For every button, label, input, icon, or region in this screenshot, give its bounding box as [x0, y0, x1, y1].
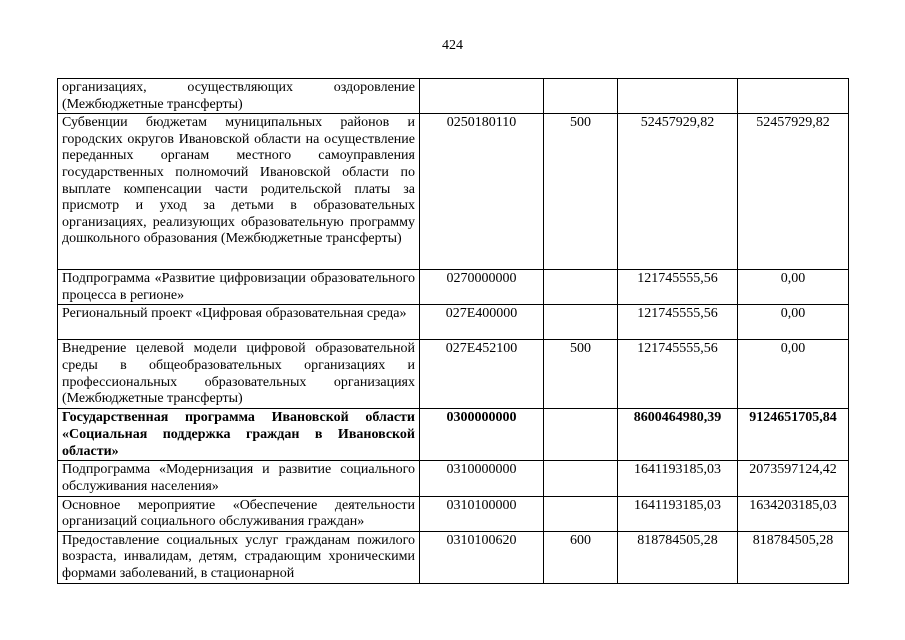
amount-year2-cell: 52457929,82	[738, 114, 849, 270]
expense-type-cell	[544, 496, 618, 531]
expense-name-cell: Региональный проект «Цифровая образовательная среда»	[58, 305, 420, 340]
table-row	[58, 114, 849, 270]
table-row	[58, 79, 849, 114]
target-code-cell: 0300000000	[420, 409, 544, 461]
target-code-cell: 027E452100	[420, 340, 544, 409]
amount-year1-cell: 121745555,56	[618, 340, 738, 409]
target-code-cell: 0270000000	[420, 270, 544, 305]
table-row	[58, 461, 849, 496]
expense-name-cell: Внедрение целевой модели цифровой образовательной среды в общеобразовательных организациях и профессиональных образовательных организациях (Межбюджетные трансферты)	[58, 340, 420, 409]
budget-table-body	[58, 79, 849, 584]
table-row	[58, 531, 849, 583]
amount-year2-cell: 0,00	[738, 305, 849, 340]
target-code-cell: 0310000000	[420, 461, 544, 496]
table-row	[58, 340, 849, 409]
expense-type-cell: 500	[544, 114, 618, 270]
amount-year1-cell: 818784505,28	[618, 531, 738, 583]
amount-year1-cell: 121745555,56	[618, 270, 738, 305]
expense-name-cell: Государственная программа Ивановской области «Социальная поддержка граждан в Ивановской области»	[58, 409, 420, 461]
target-code-cell: 0310100620	[420, 531, 544, 583]
expense-type-cell: 600	[544, 531, 618, 583]
budget-table	[57, 78, 849, 584]
amount-year1-cell: 8600464980,39	[618, 409, 738, 461]
amount-year1-cell: 1641193185,03	[618, 461, 738, 496]
expense-type-cell	[544, 270, 618, 305]
target-code-cell: 0250180110	[420, 114, 544, 270]
expense-name-cell: Основное мероприятие «Обеспечение деятельности организаций социального обслуживания граждан»	[58, 496, 420, 531]
amount-year2-cell: 1634203185,03	[738, 496, 849, 531]
expense-name-cell: Подпрограмма «Модернизация и развитие социального обслуживания населения»	[58, 461, 420, 496]
expense-type-cell	[544, 79, 618, 114]
table-row	[58, 496, 849, 531]
expense-name-cell: Субвенции бюджетам муниципальных районов и городских округов Ивановской области на осуществление переданных органам местного самоуправления государственных полномочий Ивановской области по выплате компенсации части родительской платы за присмотр и уход за детьми в образовательных организациях, реализующих образовательную программу дошкольного образования (Межбюджетные трансферты)	[58, 114, 420, 270]
amount-year2-cell	[738, 79, 849, 114]
amount-year1-cell: 1641193185,03	[618, 496, 738, 531]
table-row	[58, 270, 849, 305]
page-number: 424	[442, 38, 463, 53]
amount-year2-cell: 2073597124,42	[738, 461, 849, 496]
table-row	[58, 305, 849, 340]
table-row	[58, 409, 849, 461]
expense-type-cell: 500	[544, 340, 618, 409]
expense-type-cell	[544, 409, 618, 461]
expense-type-cell	[544, 305, 618, 340]
expense-name-cell: Предоставление социальных услуг гражданам пожилого возраста, инвалидам, детям, страдающим хроническими формами заболеваний, в стационарной	[58, 531, 420, 583]
target-code-cell: 027E400000	[420, 305, 544, 340]
expense-name-cell: Подпрограмма «Развитие цифровизации образовательного процесса в регионе»	[58, 270, 420, 305]
target-code-cell	[420, 79, 544, 114]
expense-name-cell: организациях, осуществляющих оздоровление (Межбюджетные трансферты)	[58, 79, 420, 114]
target-code-cell: 0310100000	[420, 496, 544, 531]
amount-year2-cell: 9124651705,84	[738, 409, 849, 461]
amount-year2-cell: 818784505,28	[738, 531, 849, 583]
amount-year1-cell: 121745555,56	[618, 305, 738, 340]
amount-year1-cell	[618, 79, 738, 114]
amount-year2-cell: 0,00	[738, 270, 849, 305]
amount-year1-cell: 52457929,82	[618, 114, 738, 270]
expense-type-cell	[544, 461, 618, 496]
amount-year2-cell: 0,00	[738, 340, 849, 409]
